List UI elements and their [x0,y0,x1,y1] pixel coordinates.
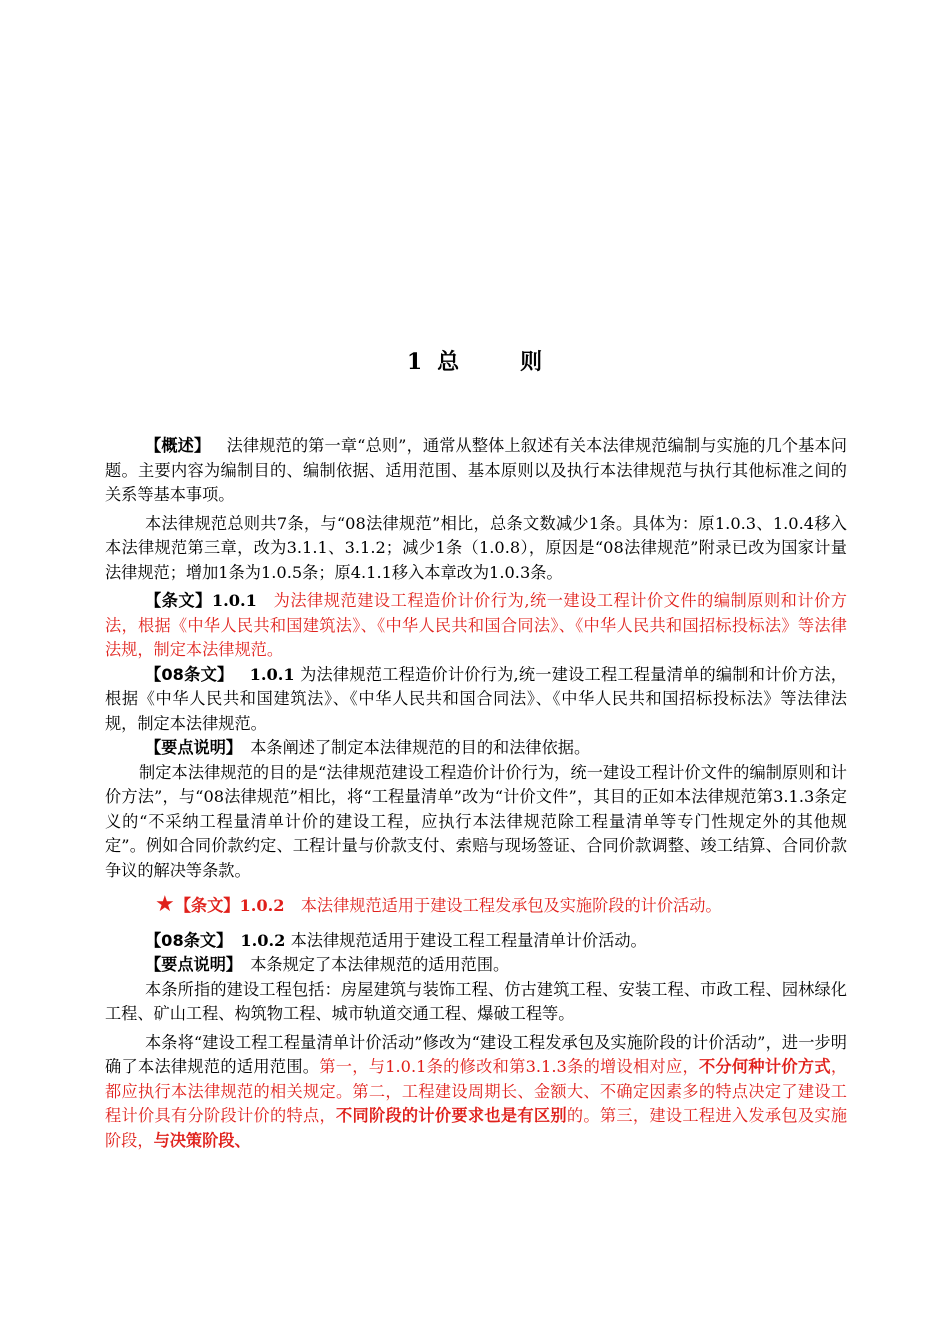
star-icon: ★ [155,892,175,917]
explain-101-paragraph: 制定本法律规范的目的是“法律规范建设工程造价计价行为，统一建设工程计价文件的编制原则和计价方法”，与“08法律规范”相比，将“工程量清单”改为“计价文件”，其目的正如本法律规范第3.1.3条定义的“不采纳工程量清单计价的建设工程，应执行本法律规范除工程量清单等专门性规定外的其他规定”。例如合同价款约定、工程计量与价款支付、索赔与现场签证、合同价款调整、竣工结算、合同价款争议的解决等条款。 [105,762,847,880]
clause-101-text: 为法律规范建设工程造价计价行为,统一建设工程计价文件的编制原则和计价方法，根据《中华人民共和国建筑法》、《中华人民共和国合同法》、《中华人民共和国招标投标法》等法律法规，制定本法律规范。 [105,591,847,659]
key-points-101-paragraph [105,736,847,761]
old-clause-102-paragraph [105,929,847,954]
old-clause-101-number: 1.0.1 [249,664,295,684]
chapter-title-a: 总 [437,349,461,375]
overview-paragraph [105,434,847,508]
explain-102b-paragraph [105,1031,847,1154]
clause-102-tag: 【条文】 [174,896,240,915]
old-clause-102-text: 本法律规范适用于建设工程工程量清单计价活动。 [290,930,647,950]
key-points-102-tag: 【要点说明】 [145,955,243,974]
explain-102b-bold-2: 不同阶段的计价要求也是有区别 [335,1106,567,1125]
key-points-102-paragraph [105,953,847,978]
key-points-101-text: 本条阐述了制定本法律规范的目的和法律依据。 [250,738,591,757]
explain-102b-red-1: 第一，与1.0.1条的修改和第3.1.3条的增设相对应， [319,1057,699,1076]
overview-text: 法律规范的第一章“总则”，通常从整体上叙述有关本法律规范编制与实施的几个基本问题。主要内容为编制目的、编制依据、适用范围、基本原则以及执行本法律规范与执行其他标准之间的关系等基本事项。 [105,436,847,504]
old-clause-101-paragraph [105,663,847,737]
old-clause-101-text: 为法律规范工程造价计价行为,统一建设工程工程量清单的编制和计价方法，根据《中华人民共和国建筑法》、《中华人民共和国合同法》、《中华人民共和国招标投标法》等法律法规，制定本法律规范。 [105,664,847,733]
chapter-title [0,345,950,376]
explain-102b-red-2: ，都应执行本法律规范的相关规定。第二，工程建设周期长、金额大、不确定因素多的特点决定了建设工程计价具有分阶段计价的特点， [105,1057,848,1125]
overview-tag: 【概述】 [145,436,211,455]
summary-paragraph: 本法律规范总则共7条，与“08法律规范”相比，总条文数减少1条。具体为：原1.0.3、1.0.4移入本法律规范第三章，改为3.1.1、3.1.2；减少1条（1.0.8），原因是“08法律规范”附录已改为国家计量法律规范；增加1条为1.0.5条；原4.1.1移入本章改为1.0.3条。 [105,513,847,582]
explain-102b-bold-3: 与决策阶段、 [153,1130,251,1150]
clause-101-number: 1.0.1 [211,591,257,610]
old-clause-101-tag: 【08条文】 [145,664,234,684]
key-points-101-tag: 【要点说明】 [145,738,243,757]
clause-101-tag: 【条文】 [145,591,212,610]
key-points-102-text: 本条规定了本法律规范的适用范围。 [250,955,510,974]
explain-102a-paragraph: 本条所指的建设工程包括：房屋建筑与装饰工程、仿古建筑工程、安装工程、市政工程、园林绿化工程、矿山工程、构筑物工程、城市轨道交通工程、爆破工程等。 [105,979,847,1023]
clause-102-paragraph [105,893,847,919]
old-clause-102-number: 1.0.2 [240,930,286,950]
chapter-title-b: 则 [520,349,544,375]
explain-102b-text: 本条将“建设工程工程量清单计价活动”修改为“建设工程发承包及实施阶段的计价活动”，进一步明确了本法律规范的适用范围。 [105,1032,847,1076]
clause-102-number: 1.0.2 [239,896,285,915]
document-body [105,434,847,1153]
old-clause-102-tag: 【08条文】 [145,930,233,950]
explain-102b-red-3: 的。第三，建设工程进入发承包及实施阶段， [105,1106,848,1150]
chapter-number: 1 [406,349,424,375]
clause-101-paragraph [105,589,847,663]
clause-102-text: 本法律规范适用于建设工程发承包及实施阶段的计价活动。 [300,896,722,915]
explain-102b-bold-1: 不分何种计价方式 [698,1057,831,1076]
